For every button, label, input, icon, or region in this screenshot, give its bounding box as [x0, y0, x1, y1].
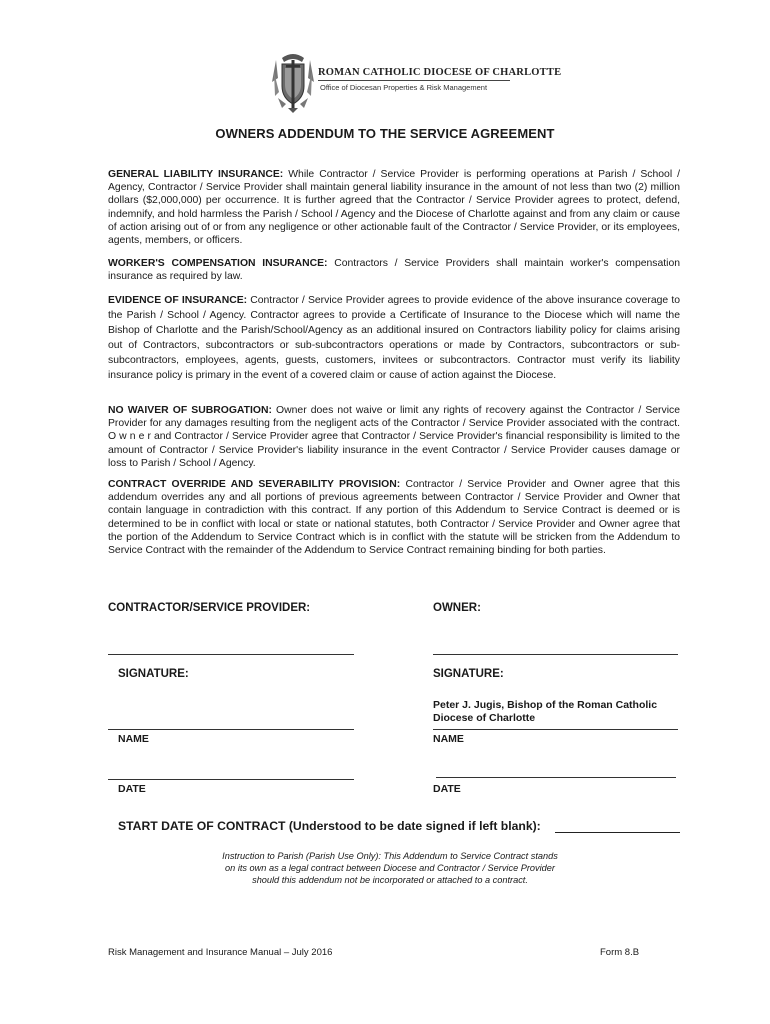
- owner-name-line: [433, 729, 678, 730]
- owner-signature-label: SIGNATURE:: [433, 668, 504, 680]
- contractor-name-line[interactable]: [108, 729, 354, 730]
- section-heading: GENERAL LIABILITY INSURANCE:: [108, 169, 284, 180]
- office-name: Office of Diocesan Properties & Risk Management: [320, 83, 488, 92]
- contractor-signature-line[interactable]: [108, 654, 354, 655]
- owner-date-line[interactable]: [436, 777, 676, 778]
- section-general-liability: [108, 168, 680, 247]
- section-body: Contractor / Service Provider and Owner agree that this addendum overrides any and all portions of previous agreements between Contractor / Service Provider and Owner that contain language in contradiction with this contract. If any portion of this Addendum to Service Contract is deemed or is determined to be in conflict with local or state or national statutes, both Contractor / Service Provider and Owner agree that the portion of the Addendum to Service Contract which is in conflict with the statute will be stricken from the Addendum to Service Contract with the remainder of the Addendum to Service Contract remaining binding for both parties.: [108, 479, 680, 557]
- contractor-heading: CONTRACTOR/SERVICE PROVIDER:: [108, 602, 311, 614]
- instruction-line-1: Instruction to Parish (Parish Use Only): This Addendum to Service Contract stands: [222, 851, 558, 861]
- contractor-date-line[interactable]: [108, 779, 354, 780]
- owner-name-text: Peter J. Jugis, Bishop of the Roman Catholic Diocese of Charlotte: [433, 699, 658, 724]
- footer-form-number: Form 8.B: [600, 947, 640, 958]
- instruction-line-2: on its own as a legal contract between Diocese and Contractor / Service Provider: [225, 863, 555, 874]
- section-contract-override: [108, 478, 680, 557]
- start-date-label: START DATE OF CONTRACT (Understood to be date signed if left blank):: [118, 819, 541, 833]
- section-body: Contractor / Service Provider agrees to provide evidence of the above insurance coverage to the Parish / School / Agency. Contractor agrees to provide a Certificate of Insurance to the Diocese which will name the Bishop of Charlotte and the Parish/School/Agency as an additional insured on Contractors liability policy for claims arising out of Contractors, subcontractors or sub-subcontractors operations or made by Contractors, subcontractors or sub-subcontractors, employees, agents, guests, customers, invitees or subcontractors. Contractor must verify its liability insurance policy is primary in the event of a covered claim or cause of action against the Diocese.: [108, 295, 680, 382]
- section-workers-comp: [108, 257, 680, 283]
- parish-instruction: [180, 850, 600, 887]
- owner-heading: OWNER:: [433, 602, 481, 614]
- section-no-waiver: [108, 404, 680, 470]
- section-heading: NO WAIVER OF SUBROGATION:: [108, 405, 272, 416]
- owner-name-label: NAME: [433, 733, 464, 745]
- contractor-date-label: DATE: [118, 783, 146, 795]
- document-title: OWNERS ADDENDUM TO THE SERVICE AGREEMENT: [215, 126, 555, 141]
- logo-divider: [318, 80, 510, 81]
- section-body: Contractors / Service Providers shall maintain worker's compensation insurance as required by law.: [108, 258, 681, 283]
- section-evidence-of-insurance: [108, 293, 680, 384]
- diocese-logo: [270, 52, 562, 114]
- org-name: ROMAN CATHOLIC DIOCESE OF CHARLOTTE: [318, 67, 562, 78]
- diocese-crest-icon: [270, 52, 316, 114]
- owner-signature-line[interactable]: [433, 654, 678, 655]
- section-heading: CONTRACT OVERRIDE AND SEVERABILITY PROVISION:: [108, 479, 401, 490]
- instruction-line-3: should this addendum not be incorporated or attached to a contract.: [252, 875, 528, 886]
- footer-manual-title: Risk Management and Insurance Manual – July 2016: [108, 947, 333, 958]
- section-heading: WORKER'S COMPENSATION INSURANCE:: [108, 258, 328, 269]
- contractor-signature-label: SIGNATURE:: [118, 668, 189, 680]
- owner-date-label: DATE: [433, 783, 461, 795]
- contractor-name-label: NAME: [118, 733, 149, 745]
- start-date-line[interactable]: [555, 832, 680, 833]
- section-body: Owner does not waive or limit any rights of recovery against the Contractor / Service Provider for any damages resulting from the negligent acts of the Contractor / Service Provider associated with the contract. O w n e r and Contractor / Service Provider agree that Contractor / Service Provider's financial responsibility is limited to the amount of Contractor / Service Provider's liability insurance in the event Contractor / Service Provider causes damage or loss to Parish / School / Agency.: [108, 405, 680, 469]
- section-heading: EVIDENCE OF INSURANCE:: [108, 295, 248, 306]
- section-body: While Contractor / Service Provider is performing operations at Parish / School / Agency, Contractor / Service Provider shall maintain general liability insurance in the amount of not less than two (2) million dollars ($2,000,000) per occurrence. It is further agreed that the Contractor / Service Provider agrees to protect, defend, indemnify, and hold harmless the Parish / School / Agency and the Diocese of Charlotte against and from any claim or cause of action arising out of or from any negligence or other actionable fault of the Contractor / Service Provider, or its employees, agents, members, or officers.: [108, 169, 680, 247]
